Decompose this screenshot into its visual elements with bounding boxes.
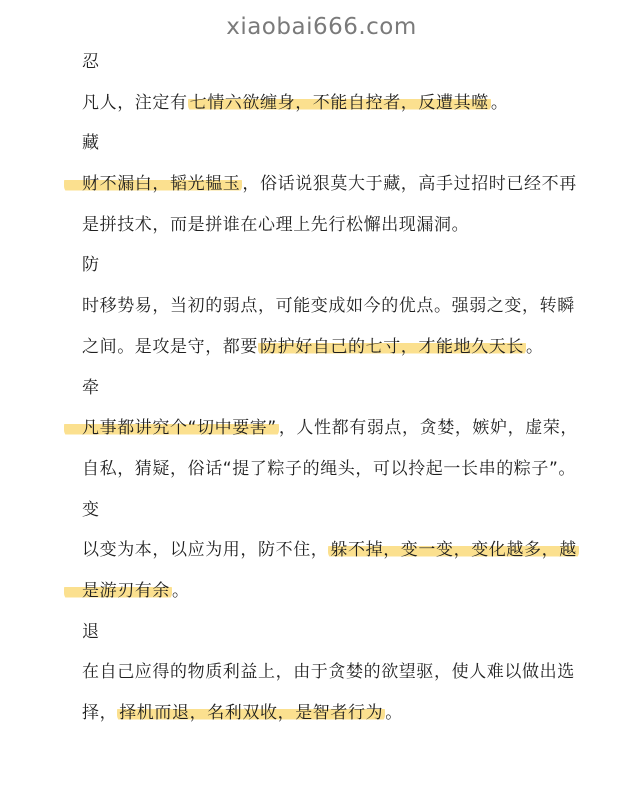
body-text: ，人性都有弱点，贪婪，嫉妒，虚荣，: [278, 418, 579, 439]
paragraph-line: [82, 571, 622, 612]
paragraph-line: [82, 164, 622, 205]
body-text: 。: [526, 336, 544, 357]
paragraph-line: [82, 530, 622, 571]
paragraph-line: [82, 205, 622, 246]
paragraph-line: [82, 408, 622, 449]
section-heading: 防: [82, 255, 100, 276]
body-text: 。: [385, 703, 403, 723]
paragraph-line: [82, 286, 622, 327]
section-heading: 退: [82, 621, 100, 642]
paragraph-line: [82, 693, 622, 734]
highlighted-text: 凡事都讲究个“切中要害”: [64, 418, 279, 438]
paragraph-line: [82, 449, 622, 490]
highlighted-text: 财不漏白，韬光韫玉: [64, 174, 242, 194]
watermark: xiaobai666.com: [226, 14, 417, 40]
paragraph-line: [82, 327, 622, 368]
highlighted-text: 择机而退，名利双收，是智者行为: [119, 703, 384, 723]
paragraph-line: [82, 652, 622, 693]
body-text: 之间。是攻是守，都要: [82, 336, 258, 357]
document-body: [82, 42, 622, 734]
body-text: 自私，猜疑，俗话“提了粽子的绳头，可以拎起一长串的粽子”。: [82, 458, 577, 479]
body-text: 。: [490, 92, 509, 113]
body-text: ，俗话说狠莫大于藏，高手过招时已经不再: [242, 174, 577, 195]
body-text: 凡人，注定有: [82, 92, 188, 113]
highlighted-text: 防护好自己的七寸，才能地久天长: [260, 336, 524, 357]
section-heading: 变: [82, 499, 100, 520]
body-text: 在自己应得的物质利益上，由于贪婪的欲望驱，使人难以做出选: [82, 662, 575, 683]
highlighted-text: 躲不掉，变一变，变化越多，越: [330, 540, 577, 561]
body-text: 。: [172, 580, 190, 601]
body-text: 以变为本，以应为用，防不住，: [82, 540, 329, 561]
highlighted-text: 是游刃有余: [64, 581, 172, 601]
highlighted-text: 七情六欲缠身，不能自控者，反遭其噬: [189, 92, 489, 113]
section-heading: 牵: [82, 377, 100, 398]
paragraph-line: [82, 83, 622, 124]
section-heading: 忍: [82, 52, 100, 72]
section-heading: 藏: [82, 133, 100, 154]
body-text: 是拼技术，而是拼谁在心理上先行松懈出现漏洞。: [82, 214, 470, 235]
body-text: 时移势易，当初的弱点，可能变成如今的优点。强弱之变，转瞬: [82, 296, 575, 317]
body-text: 择，: [82, 703, 118, 723]
